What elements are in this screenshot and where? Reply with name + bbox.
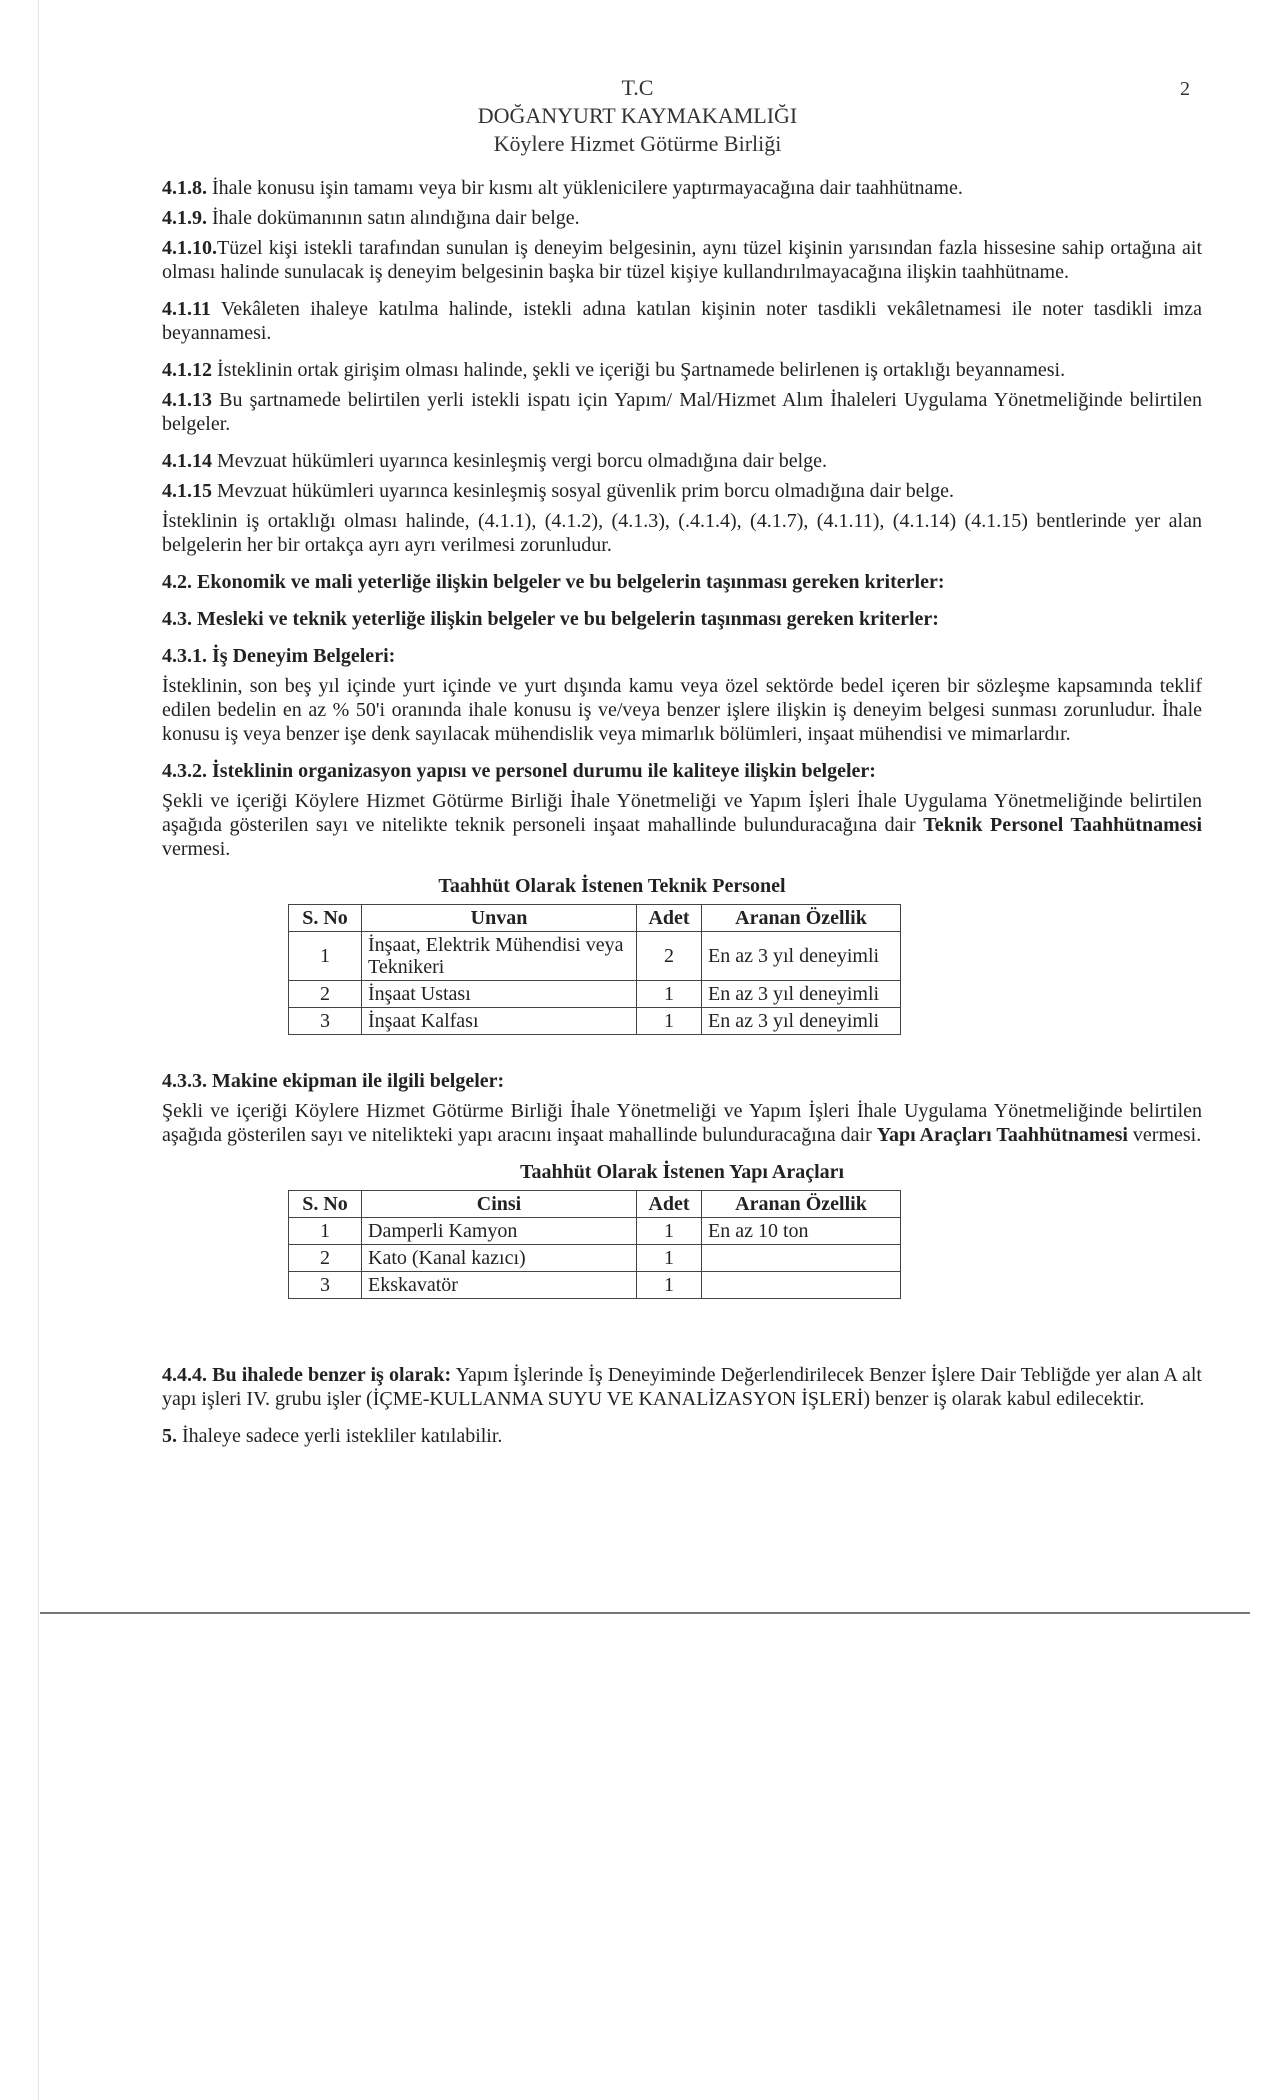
table-row [289,1272,901,1299]
item-text: İsteklinin ortak girişim olması halinde, şekli ve içeriği bu Şartnamede belirlenen iş ortaklığı beyannamesi. [217,359,1066,381]
personnel-table-title: Taahhüt Olarak İstenen Teknik Personel [438,875,786,897]
section-4-3-2-text [162,789,1202,861]
table-cell: 1 [289,932,362,981]
table-cell: 1 [637,1008,702,1035]
item-number: 4.1.13 [162,389,212,411]
item-4-1-8 [162,176,1202,200]
column-header: S. No [289,905,362,932]
section-5 [162,1424,1202,1448]
table-cell [702,1245,901,1272]
item-4-1-11 [162,297,1202,345]
table-cell [702,1272,901,1299]
header-line-1: T.C [621,75,654,100]
table-cell: 2 [637,932,702,981]
item-text: İhale dokümanının satın alındığına dair belge. [212,207,580,229]
table-cell: 1 [637,1245,702,1272]
section-4-4-4 [162,1363,1202,1411]
table-row [289,1218,901,1245]
item-text: Yapım İşlerinde İş Deneyiminde Değerlendirilecek Benzer İşlere Dair Tebliğde yer alan A alt yapı işleri IV. grubu işler (İÇME-KULLANMA SUYU VE KANALİZASYON İŞLERİ) benzer iş olarak kabul edilecektir. [162,1364,1202,1410]
item-text: Bu şartnamede belirtilen yerli istekli ispatı için Yapım/ Mal/Hizmet Alım İhaleleri Uygulama Yönetmeliğinde belirtilen belgeler. [162,389,1202,435]
spacer [162,1299,1202,1363]
item-text: Mevzuat hükümleri uyarınca kesinleşmiş vergi borcu olmadığına dair belge. [217,450,828,472]
personnel-table [288,904,901,1035]
item-number: 4.4.4. Bu ihalede benzer iş olarak: [162,1364,452,1386]
column-header: Aranan Özellik [702,1191,901,1218]
item-text: Vekâleten ihaleye katılma halinde, istekli adına katılan kişinin noter tasdikli vekâletnamesi ile noter tasdikli imza beyannamesi. [162,298,1202,344]
table-cell: 1 [289,1218,362,1245]
section-4-3-3-text [162,1099,1202,1147]
table-cell: 3 [289,1272,362,1299]
item-number: 5. [162,1425,177,1447]
table-cell: Ekskavatör [362,1272,637,1299]
item-number: 4.1.10. [162,237,217,259]
table-cell: 2 [289,981,362,1008]
table-row [289,1008,901,1035]
table-cell: 1 [637,981,702,1008]
header-line-2: DOĞANYURT KAYMAKAMLIĞI [477,103,798,128]
column-header: Cinsi [362,1191,637,1218]
item-text: Mevzuat hükümleri uyarınca kesinleşmiş sosyal güvenlik prim borcu olmadığına dair belge. [217,480,955,502]
table-row [289,981,901,1008]
page-edge [38,0,39,2100]
text-part: Şekli ve içeriği Köylere Hizmet Götürme Birliği İhale Yönetmeliği ve Yapım İşleri İhale Uygulama Yönetmeliğinde belirtilen aşağıda gösterilen sayı ve nitelikte teknik personeli inşaat mahallinde bulunduracağına dair [162,790,1202,836]
table-row [289,1245,901,1272]
table-cell: 1 [637,1272,702,1299]
table-cell: 2 [289,1245,362,1272]
item-4-1-9 [162,206,1202,230]
header-line-3: Köylere Hizmet Götürme Birliği [493,131,782,156]
column-header: Adet [637,905,702,932]
table-header-row [289,1191,901,1218]
text-part: Şekli ve içeriği Köylere Hizmet Götürme Birliği İhale Yönetmeliği ve Yapım İşleri İhale Uygulama Yönetmeliğinde belirtilen aşağıda gösterilen sayı ve nitelikteki yapı aracını inşaat mahallinde bulunduracağına dair [162,1100,1202,1146]
page-number: 2 [1180,78,1190,100]
section-4-3-2-heading: 4.3.2. İsteklinin organizasyon yapısı ve personel durumu ile kaliteye ilişkin belgeler: [162,760,876,782]
item-number: 4.1.8. [162,177,207,199]
column-header: Adet [637,1191,702,1218]
text-part: vermesi. [162,838,231,860]
table-row [289,932,901,981]
table-cell: En az 3 yıl deneyimli [702,932,901,981]
item-4-1-13 [162,388,1202,436]
item-number: 4.1.9. [162,207,207,229]
column-header: Aranan Özellik [702,905,901,932]
item-4-1-14 [162,449,1202,473]
table-cell: Damperli Kamyon [362,1218,637,1245]
item-number: 4.1.14 [162,450,212,472]
table-cell: 3 [289,1008,362,1035]
equipment-table [288,1190,901,1299]
document-header [0,74,1275,158]
spacer [162,1035,1202,1069]
equipment-table-title: Taahhüt Olarak İstenen Yapı Araçları [519,1161,845,1183]
section-4-3-heading: 4.3. Mesleki ve teknik yeterliğe ilişkin belgeler ve bu belgelerin taşınması gereken kriterler: [162,608,939,630]
item-text: Tüzel kişi istekli tarafından sunulan iş deneyim belgesinin, aynı tüzel kişinin yarısından fazla hissesine sahip ortağına ait olması halinde sunulacak iş deneyim belgesinin başka bir tüzel kişiye kullandırılmayacağına ilişkin taahhütname. [162,237,1202,283]
text-bold-part: Yapı Araçları Taahhütnamesi [876,1124,1128,1146]
table-cell: 1 [637,1218,702,1245]
item-text: İhale konusu işin tamamı veya bir kısmı alt yüklenicilere yaptırmayacağına dair taahhütname. [212,177,963,199]
item-number: 4.1.11 [162,298,211,320]
document-body [162,176,1202,1461]
table-cell: İnşaat Ustası [362,981,637,1008]
section-4-2-heading: 4.2. Ekonomik ve mali yeterliğe ilişkin belgeler ve bu belgelerin taşınması gereken kriterler: [162,571,945,593]
table-cell: En az 3 yıl deneyimli [702,981,901,1008]
page-bottom-rule [40,1612,1250,1614]
section-4-3-1-text: İsteklinin, son beş yıl içinde yurt içinde ve yurt dışında kamu veya özel sektörde bedel içeren bir sözleşme kapsamında teklif edilen bedelin en az % 50'i oranında ihale konusu iş ve/veya benzer işlere ilişkin iş deneyim belgesi sunması zorunludur. İhale konusu iş veya benzer işe denk sayılacak mühendislik veya mimarlık bölümleri, inşaat mühendisi ve mimarlardır. [162,675,1202,745]
text-bold-part: Teknik Personel Taahhütnamesi [923,814,1203,836]
item-number: 4.1.15 [162,480,212,502]
item-number: 4.1.12 [162,359,212,381]
section-4-3-1-heading: 4.3.1. İş Deneyim Belgeleri: [162,645,396,667]
table-cell: En az 3 yıl deneyimli [702,1008,901,1035]
section-4-3-3-heading: 4.3.3. Makine ekipman ile ilgili belgeler: [162,1070,505,1092]
table-cell: İnşaat Kalfası [362,1008,637,1035]
text-part: vermesi. [1132,1124,1202,1146]
item-4-1-10 [162,236,1202,284]
column-header: Unvan [362,905,637,932]
table-header-row [289,905,901,932]
item-text: İhaleye sadece yerli istekliler katılabilir. [182,1425,503,1447]
item-4-1-15 [162,479,1202,503]
table-cell: Kato (Kanal kazıcı) [362,1245,637,1272]
partnership-paragraph: İsteklinin iş ortaklığı olması halinde, (4.1.1), (4.1.2), (4.1.3), (.4.1.4), (4.1.7), (4.1.11), (4.1.14) (4.1.15) bentlerinde yer alan belgelerin her bir ortakça ayrı ayrı verilmesi zorunludur. [162,510,1202,556]
table-cell: En az 10 ton [702,1218,901,1245]
item-4-1-12 [162,358,1202,382]
table-cell: İnşaat, Elektrik Mühendisi veya Teknikeri [362,932,637,981]
column-header: S. No [289,1191,362,1218]
